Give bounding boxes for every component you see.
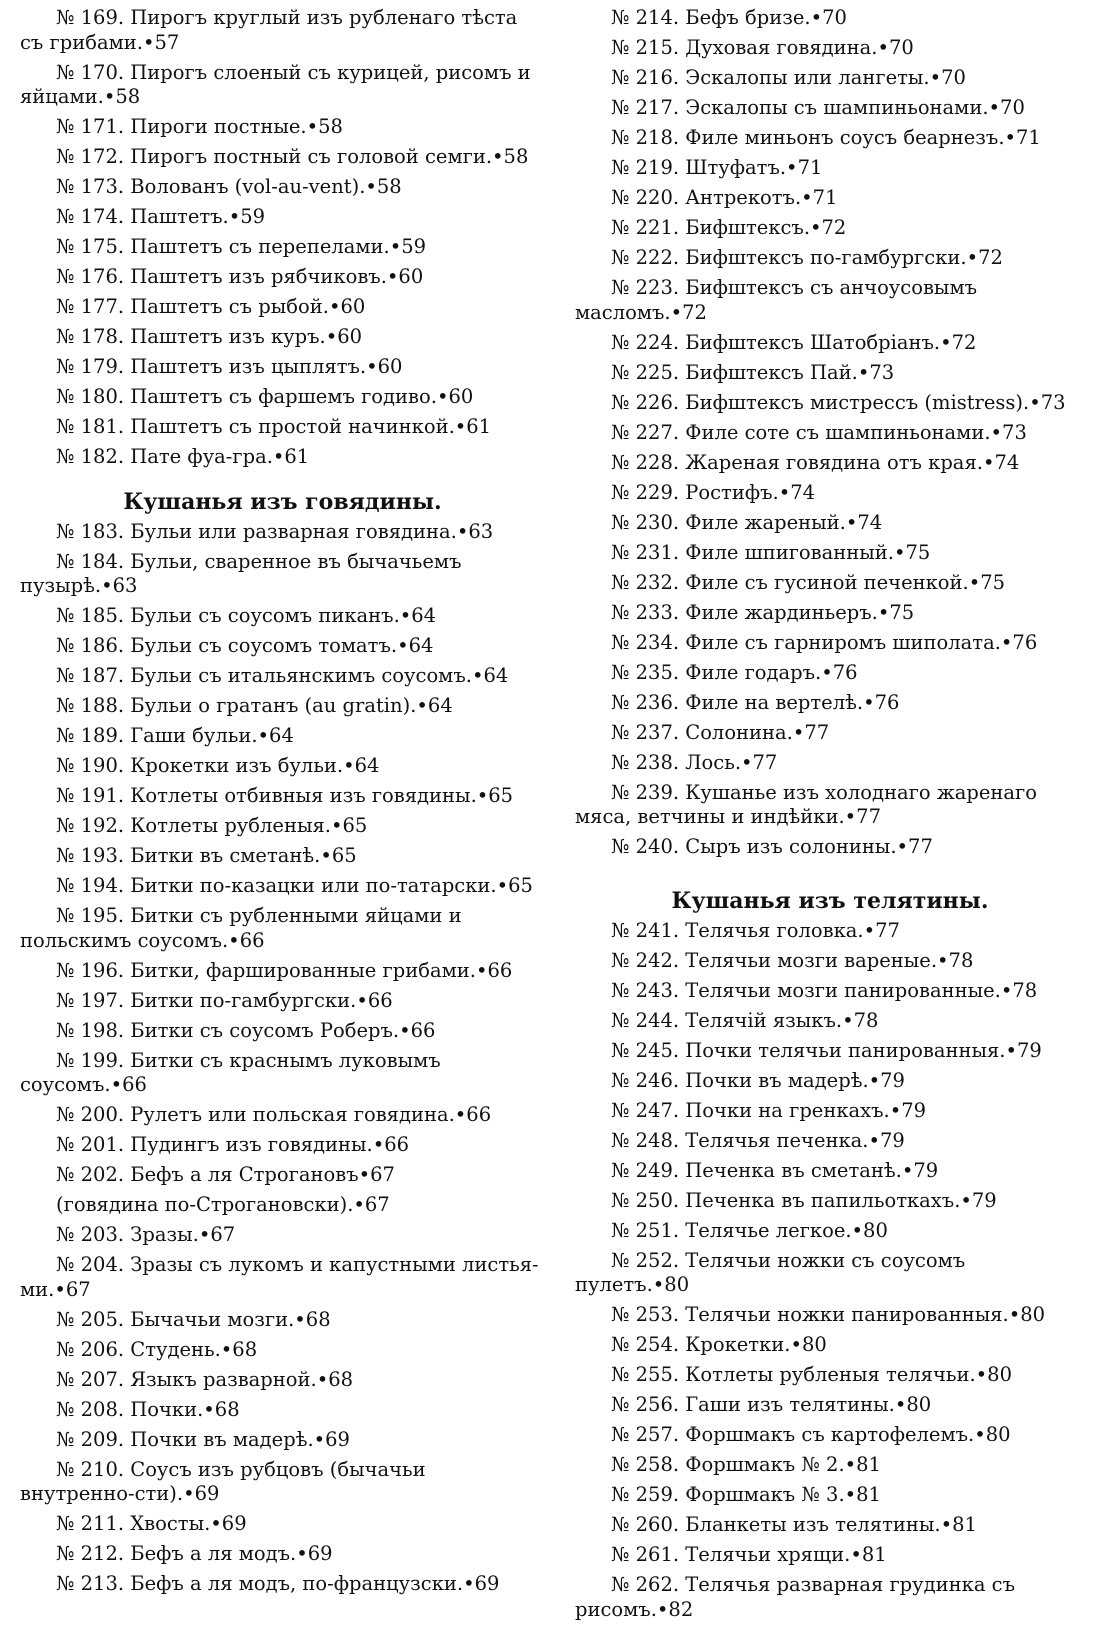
toc-entry: № 218. Филе миньонъ соусъ беарнезъ.•71 bbox=[611, 126, 1041, 149]
toc-entry: № 235. Филе годаръ.•76 bbox=[611, 660, 858, 684]
toc-entry: № 228. Жареная говядина отъ края.•74 bbox=[611, 450, 1020, 474]
toc-entry: № 169. Пирогъ круглый изъ рубленаго тѣста съ грибами.•57 bbox=[20, 6, 518, 54]
toc-entry: № 254. Крокетки.•80 bbox=[611, 1333, 827, 1356]
toc-entry: № 207. Языкъ разварной.•68 bbox=[56, 1367, 354, 1391]
toc-entry: № 177. Паштетъ съ рыбой.•60 bbox=[56, 295, 366, 318]
toc-entry: № 201. Пудингъ изъ говядины.•66 bbox=[56, 1133, 410, 1156]
toc-entry: № 206. Студень.•68 bbox=[56, 1337, 258, 1361]
toc-entry: № 203. Зразы.•67 bbox=[56, 1223, 236, 1246]
toc-entry: № 237. Солонина.•77 bbox=[611, 720, 830, 744]
toc-entry: № 242. Телячьи мозги вареные.•78 bbox=[611, 948, 974, 972]
toc-entry: № 233. Филе жардиньеръ.•75 bbox=[611, 600, 915, 624]
left-entries-bottom bbox=[20, 520, 545, 1597]
toc-entry: № 197. Битки по-гамбургски.•66 bbox=[56, 988, 393, 1012]
toc-entry: № 252. Телячьи ножки съ соусомъ пулетъ.•80 bbox=[575, 1248, 966, 1296]
toc-entry: № 262. Телячья разварная грудинка съ рисомъ.•82 bbox=[575, 1573, 1015, 1621]
right-entries-top bbox=[575, 6, 1085, 860]
toc-entry: № 224. Бифштексъ Шатобріанъ.•72 bbox=[611, 330, 977, 354]
toc-entry: № 178. Паштетъ изъ куръ.•60 bbox=[56, 325, 363, 348]
toc-entry: № 249. Печенка въ сметанѣ.•79 bbox=[611, 1158, 939, 1182]
toc-entry: № 180. Паштетъ съ фаршемъ годиво.•60 bbox=[56, 385, 474, 408]
toc-entry: № 193. Битки въ сметанѣ.•65 bbox=[56, 844, 357, 867]
toc-entry: № 236. Филе на вертелѣ.•76 bbox=[611, 690, 900, 714]
toc-entry: № 226. Бифштексъ мистрессъ (mistress).•73 bbox=[611, 390, 1066, 414]
toc-entry: № 170. Пирогъ слоеный съ курицей, рисомъ и яйцами.•58 bbox=[20, 60, 531, 108]
right-column bbox=[575, 6, 1085, 1628]
toc-entry: № 232. Филе съ гусиной печенкой.•75 bbox=[611, 570, 1006, 594]
left-entries-top bbox=[20, 6, 545, 470]
toc-entry: № 243. Телячьи мозги панированные.•78 bbox=[611, 978, 1038, 1002]
toc-entry: № 260. Бланкеты изъ телятины.•81 bbox=[611, 1513, 977, 1536]
toc-entry: № 186. Бульи съ соусомъ томатъ.•64 bbox=[56, 634, 434, 657]
toc-entry: № 234. Филе съ гарниромъ шиполата.•76 bbox=[611, 630, 1038, 654]
toc-entry: № 175. Паштетъ съ перепелами.•59 bbox=[56, 235, 427, 258]
toc-entry: № 240. Сыръ изъ солонины.•77 bbox=[611, 835, 933, 858]
toc-entry: № 253. Телячьи ножки панированныя.•80 bbox=[611, 1303, 1046, 1326]
toc-entry: № 194. Битки по-казацки или по-татарски.•65 bbox=[56, 874, 533, 897]
toc-entry: № 216. Эскалопы или лангеты.•70 bbox=[611, 66, 966, 89]
toc-entry: № 189. Гаши бульи.•64 bbox=[56, 724, 294, 747]
toc-entry: № 195. Битки съ рубленными яйцами и польскимъ соусомъ.•66 bbox=[20, 904, 462, 952]
toc-entry: № 213. Бефъ а ля модъ, по-французски.•69 bbox=[56, 1572, 500, 1595]
toc-entry: № 190. Крокетки изъ бульи.•64 bbox=[56, 754, 380, 777]
toc-entry: № 257. Форшмакъ съ картофелемъ.•80 bbox=[611, 1423, 1011, 1446]
toc-entry: № 208. Почки.•68 bbox=[56, 1397, 240, 1421]
toc-entry: № 172. Пирогъ постный съ головой семги.•58 bbox=[56, 145, 529, 168]
toc-entry: № 196. Битки, фаршированные грибами.•66 bbox=[56, 958, 513, 982]
toc-entry: № 219. Штуфатъ.•71 bbox=[611, 156, 823, 179]
toc-entry: № 179. Паштетъ изъ цыплятъ.•60 bbox=[56, 355, 403, 378]
toc-entry: № 238. Лось.•77 bbox=[611, 750, 778, 774]
toc-entry: № 187. Бульи съ итальянскимъ соусомъ.•64 bbox=[56, 664, 509, 687]
toc-entry: № 246. Почки въ мадерѣ.•79 bbox=[611, 1068, 905, 1092]
toc-entry: № 174. Паштетъ.•59 bbox=[56, 205, 266, 228]
section-heading-beef: Кушанья изъ говядины. bbox=[123, 488, 442, 515]
toc-entry: № 229. Ростифъ.•74 bbox=[611, 480, 816, 504]
toc-entry: № 239. Кушанье изъ холоднаго жаренаго мяса, ветчины и индѣйки.•77 bbox=[575, 780, 1037, 828]
toc-entry: № 255. Котлеты рубленыя телячьи.•80 bbox=[611, 1363, 1012, 1386]
toc-entry: № 217. Эскалопы съ шампиньонами.•70 bbox=[611, 96, 1025, 119]
toc-entry: № 211. Хвосты.•69 bbox=[56, 1512, 247, 1535]
toc-entry: № 231. Филе шпигованный.•75 bbox=[611, 540, 931, 564]
toc-entry: № 173. Волованъ (vol-au-vent).•58 bbox=[56, 175, 402, 198]
toc-entry: № 230. Филе жареный.•74 bbox=[611, 510, 883, 534]
section-heading-veal: Кушанья изъ телятины. bbox=[671, 887, 989, 914]
toc-entry: № 261. Телячьи хрящи.•81 bbox=[611, 1543, 887, 1566]
toc-entry: № 244. Телячій языкъ.•78 bbox=[611, 1008, 879, 1032]
toc-entry: № 223. Бифштексъ съ анчоусовымъ масломъ.•72 bbox=[575, 276, 978, 324]
toc-entry: № 222. Бифштексъ по-гамбургски.•72 bbox=[611, 246, 1003, 269]
toc-entry: № 251. Телячье легкое.•80 bbox=[611, 1218, 888, 1242]
toc-entry: № 184. Бульи, сваренное въ бычачьемъ пузырѣ.•63 bbox=[20, 549, 462, 597]
toc-entry: № 181. Паштетъ съ простой начинкой.•61 bbox=[56, 415, 492, 438]
toc-entry: № 204. Зразы съ лукомъ и капустными листья-ми.•67 bbox=[20, 1253, 539, 1301]
toc-entry: № 241. Телячья головка.•77 bbox=[611, 918, 900, 942]
toc-entry: № 215. Духовая говядина.•70 bbox=[611, 36, 914, 59]
toc-entry: № 191. Котлеты отбивныя изъ говядины.•65 bbox=[56, 784, 514, 807]
right-entries-bottom bbox=[575, 919, 1085, 1623]
toc-entry: № 183. Бульи или разварная говядина.•63 bbox=[56, 519, 494, 543]
toc-entry: № 200. Рулетъ или польская говядина.•66 bbox=[56, 1103, 492, 1126]
toc-entry: № 202. Бефъ а ля Строгановъ•67 bbox=[56, 1163, 395, 1186]
toc-entry: № 227. Филе соте съ шампиньонами.•73 bbox=[611, 420, 1027, 444]
toc-entry: № 199. Битки съ краснымъ луковымъ соусомъ.•66 bbox=[20, 1048, 441, 1096]
toc-entry: (говядина по-Строгановски).•67 bbox=[56, 1193, 390, 1216]
toc-entry: № 209. Почки въ мадерѣ.•69 bbox=[56, 1427, 350, 1451]
toc-entry: № 182. Пате фуа-гра.•61 bbox=[56, 445, 310, 468]
toc-entry: № 225. Бифштексъ Пай.•73 bbox=[611, 360, 895, 384]
toc-entry: № 192. Котлеты рубленыя.•65 bbox=[56, 814, 368, 837]
toc-entry: № 205. Бычачьи мозги.•68 bbox=[56, 1307, 331, 1331]
toc-entry: № 256. Гаши изъ телятины.•80 bbox=[611, 1393, 932, 1416]
toc-entry: № 220. Антрекотъ.•71 bbox=[611, 186, 838, 209]
toc-entry: № 171. Пироги постные.•58 bbox=[56, 115, 343, 138]
toc-entry: № 210. Соусъ изъ рубцовъ (бычачьи внутренно-сти).•69 bbox=[20, 1457, 426, 1505]
left-column bbox=[20, 6, 545, 1602]
toc-entry: № 250. Печенка въ папильоткахъ.•79 bbox=[611, 1188, 997, 1212]
toc-entry: № 198. Битки съ соусомъ Роберъ.•66 bbox=[56, 1018, 436, 1042]
toc-entry: № 176. Паштетъ изъ рябчиковъ.•60 bbox=[56, 265, 424, 288]
toc-entry: № 212. Бефъ а ля модъ.•69 bbox=[56, 1542, 333, 1565]
toc-entry: № 245. Почки телячьи панированныя.•79 bbox=[611, 1038, 1042, 1062]
toc-entry: № 214. Бефъ бризе.•70 bbox=[611, 6, 847, 29]
toc-entry: № 247. Почки на гренкахъ.•79 bbox=[611, 1098, 927, 1122]
toc-entry: № 258. Форшмакъ № 2.•81 bbox=[611, 1453, 881, 1476]
toc-entry: № 188. Бульи о гратанъ (au gratin).•64 bbox=[56, 694, 453, 717]
toc-entry: № 259. Форшмакъ № 3.•81 bbox=[611, 1483, 881, 1506]
toc-entry: № 248. Телячья печенка.•79 bbox=[611, 1128, 905, 1152]
toc-entry: № 185. Бульи съ соусомъ пиканъ.•64 bbox=[56, 604, 437, 627]
toc-entry: № 221. Бифштексъ.•72 bbox=[611, 216, 847, 239]
